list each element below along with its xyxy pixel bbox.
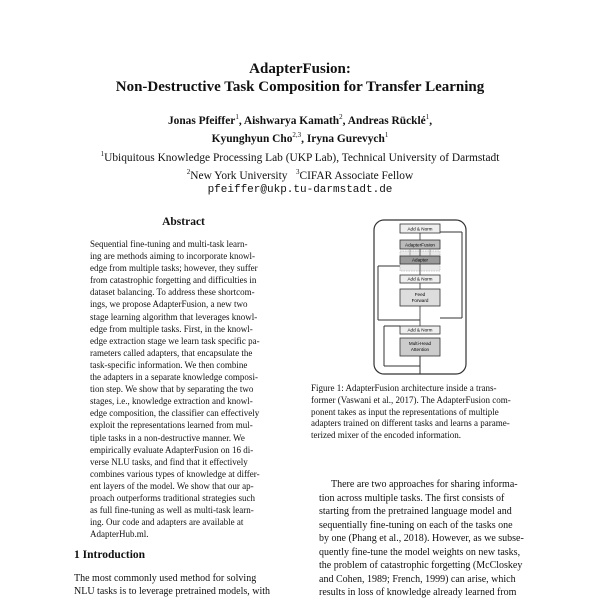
abstract-line: ent layers of the model. We show that our ap- [90,480,254,491]
author-affiliation-mark: 1 [235,113,239,121]
affiliation-mark: 2 [186,167,191,176]
introduction-body [74,572,296,599]
body-text-line: the problem of catastrophic forgetting (McCloskey [319,560,523,571]
multi-head-attention-label-2: Attention [410,347,430,352]
paper-title [60,60,540,96]
abstract-line: ing are methods aiming to incorporate knowl- [90,251,255,262]
affiliation-text: Ubiquitous Knowledge Processing Lab (UKP Lab), Technical University of Darmstadt [104,151,500,164]
abstract-line: as full fine-tuning as well as multi-task learn- [90,505,254,516]
affiliation-mark: 3 [295,167,300,176]
author-name: Aishwarya Kamath [243,114,340,127]
author-affiliation-mark: 1 [425,113,430,121]
abstract-line: the adapters in a separate knowledge composi- [90,372,258,383]
abstract-line: ing. Our code and adapters are available at [90,517,244,528]
body-text-line: and Cohen, 1989; French, 1999) can arise, which [319,573,516,585]
affiliation-text: New York University [190,169,288,182]
author-block [60,110,540,198]
introduction-line: NLU tasks is to leverage pretrained models, with [74,586,271,598]
author-line-2: Kyunghyun Cho$^{2,3}$, Iryna Gurevych$^1$ [211,131,389,146]
multi-head-attention-label-1: Multi-Head [408,341,432,346]
caption-line: ponent takes as input the representations of multiple [311,406,499,417]
body-text-line: starting from the pretrained language model and [319,506,512,517]
author-affiliation-mark: 2,3 [292,131,302,140]
add-norm-top-label: Add & Norm [407,226,433,232]
body-text-line: sequentially fine-tuning on each of the tasks one [319,519,513,531]
abstract-line: dataset balancing. To address these shortcom- [90,287,255,298]
author-affiliation-mark: 1 [384,131,389,140]
abstract-heading: Abstract [162,216,205,228]
figure-caption [311,383,529,442]
author-affiliation-mark: 2 [339,113,343,121]
abstract-line: verse NLU tasks, and find that it effectively [90,456,248,467]
affiliation-2-3 [60,165,540,183]
section-heading-introduction: 1 Introduction [74,549,146,561]
caption-line: adapters trained on different tasks and learns a parame- [311,418,510,429]
abstract-line: combines various types of knowledge at differ- [90,468,260,479]
body-text-line: by one (Phang et al., 2018). However, as we subse- [319,533,524,544]
adapter-label: Adapter [411,257,429,263]
add-norm-low-label: Add & Norm [407,327,433,333]
body-text-line: quently fine-tune the model weights on new tasks, [319,546,521,558]
caption-line: Figure 1: AdapterFusion architecture inside a trans- [311,383,497,393]
caption-line: former (Vaswani et al., 2017). The AdapterFusion com- [311,394,511,405]
author-name: Andreas Rücklé [347,114,426,127]
feed-forward-label-2: Forward [411,298,429,303]
feed-forward-label-1: Feed [414,292,426,297]
title-line-2: Non-Destructive Task Composition for Transfer Learning [115,79,485,95]
abstract-line: from catastrophic forgetting and difficulties in [90,275,257,286]
abstract-line: rameters called adapters, that encapsulate the [90,347,253,358]
title-line-1: AdapterFusion: [249,61,351,77]
abstract-line: empirically evaluate AdapterFusion on 16 di- [90,444,254,455]
abstract-line: Sequential fine-tuning and multi-task learn- [90,239,248,249]
abstract-line: stages, i.e., knowledge extraction and knowl- [90,396,253,407]
abstract-line: proach outperforms traditional strategies such [90,492,255,503]
abstract-line: edge from multiple tasks. First, in the knowl- [90,323,253,334]
fusion-label: AdapterFusion [405,242,435,248]
caption-line: terized mixer of the encoded information. [311,430,461,441]
abstract-line: edge composition, the classifier can effectively [90,408,260,419]
affiliation-text: CIFAR Associate Fellow [299,169,414,182]
author-name: Jonas Pfeiffer [167,114,236,127]
abstract-line: task-specific information. We then combine [90,359,248,370]
introduction-line: The most commonly used method for solving [74,573,257,584]
author-line-1: Jonas Pfeiffer$^1$, Aishwarya Kamath$^2$, Andreas Rücklé$^1$, [167,113,433,127]
abstract-line: edge extraction stage we learn task specific pa- [90,335,260,346]
affiliation-1 [60,147,540,165]
right-column-body [319,478,531,600]
adapterfusion-architecture-diagram [370,218,470,378]
abstract-line: tion step. We show that by separating the two [90,384,254,395]
body-text-line: results in loss of knowledge already learned from [319,587,517,598]
affiliation-mark: 1 [100,149,105,158]
author-name: Kyunghyun Cho [211,133,293,146]
abstract-line: stage learning algorithm that leverages knowl- [90,311,258,322]
abstract-line: edge from multiple tasks; however, they suffer [90,263,258,274]
abstract-line: AdapterHub.ml. [90,529,149,540]
contact-email: pfeiffer@ukp.tu-darmstadt.de [207,184,393,197]
abstract-line: exploit the representations learned from mul- [90,420,253,431]
author-name: Iryna Gurevych [306,133,385,146]
body-text-line: tion across multiple tasks. The first consists of [319,492,505,504]
body-text-line: There are two approaches for sharing informa- [331,479,518,490]
abstract-line: tiple tasks in a non-destructive manner. We [90,432,245,443]
abstract-line: ings, we propose AdapterFusion, a new two [90,299,248,310]
abstract-body [90,238,278,540]
add-norm-mid-label: Add & Norm [407,276,433,282]
